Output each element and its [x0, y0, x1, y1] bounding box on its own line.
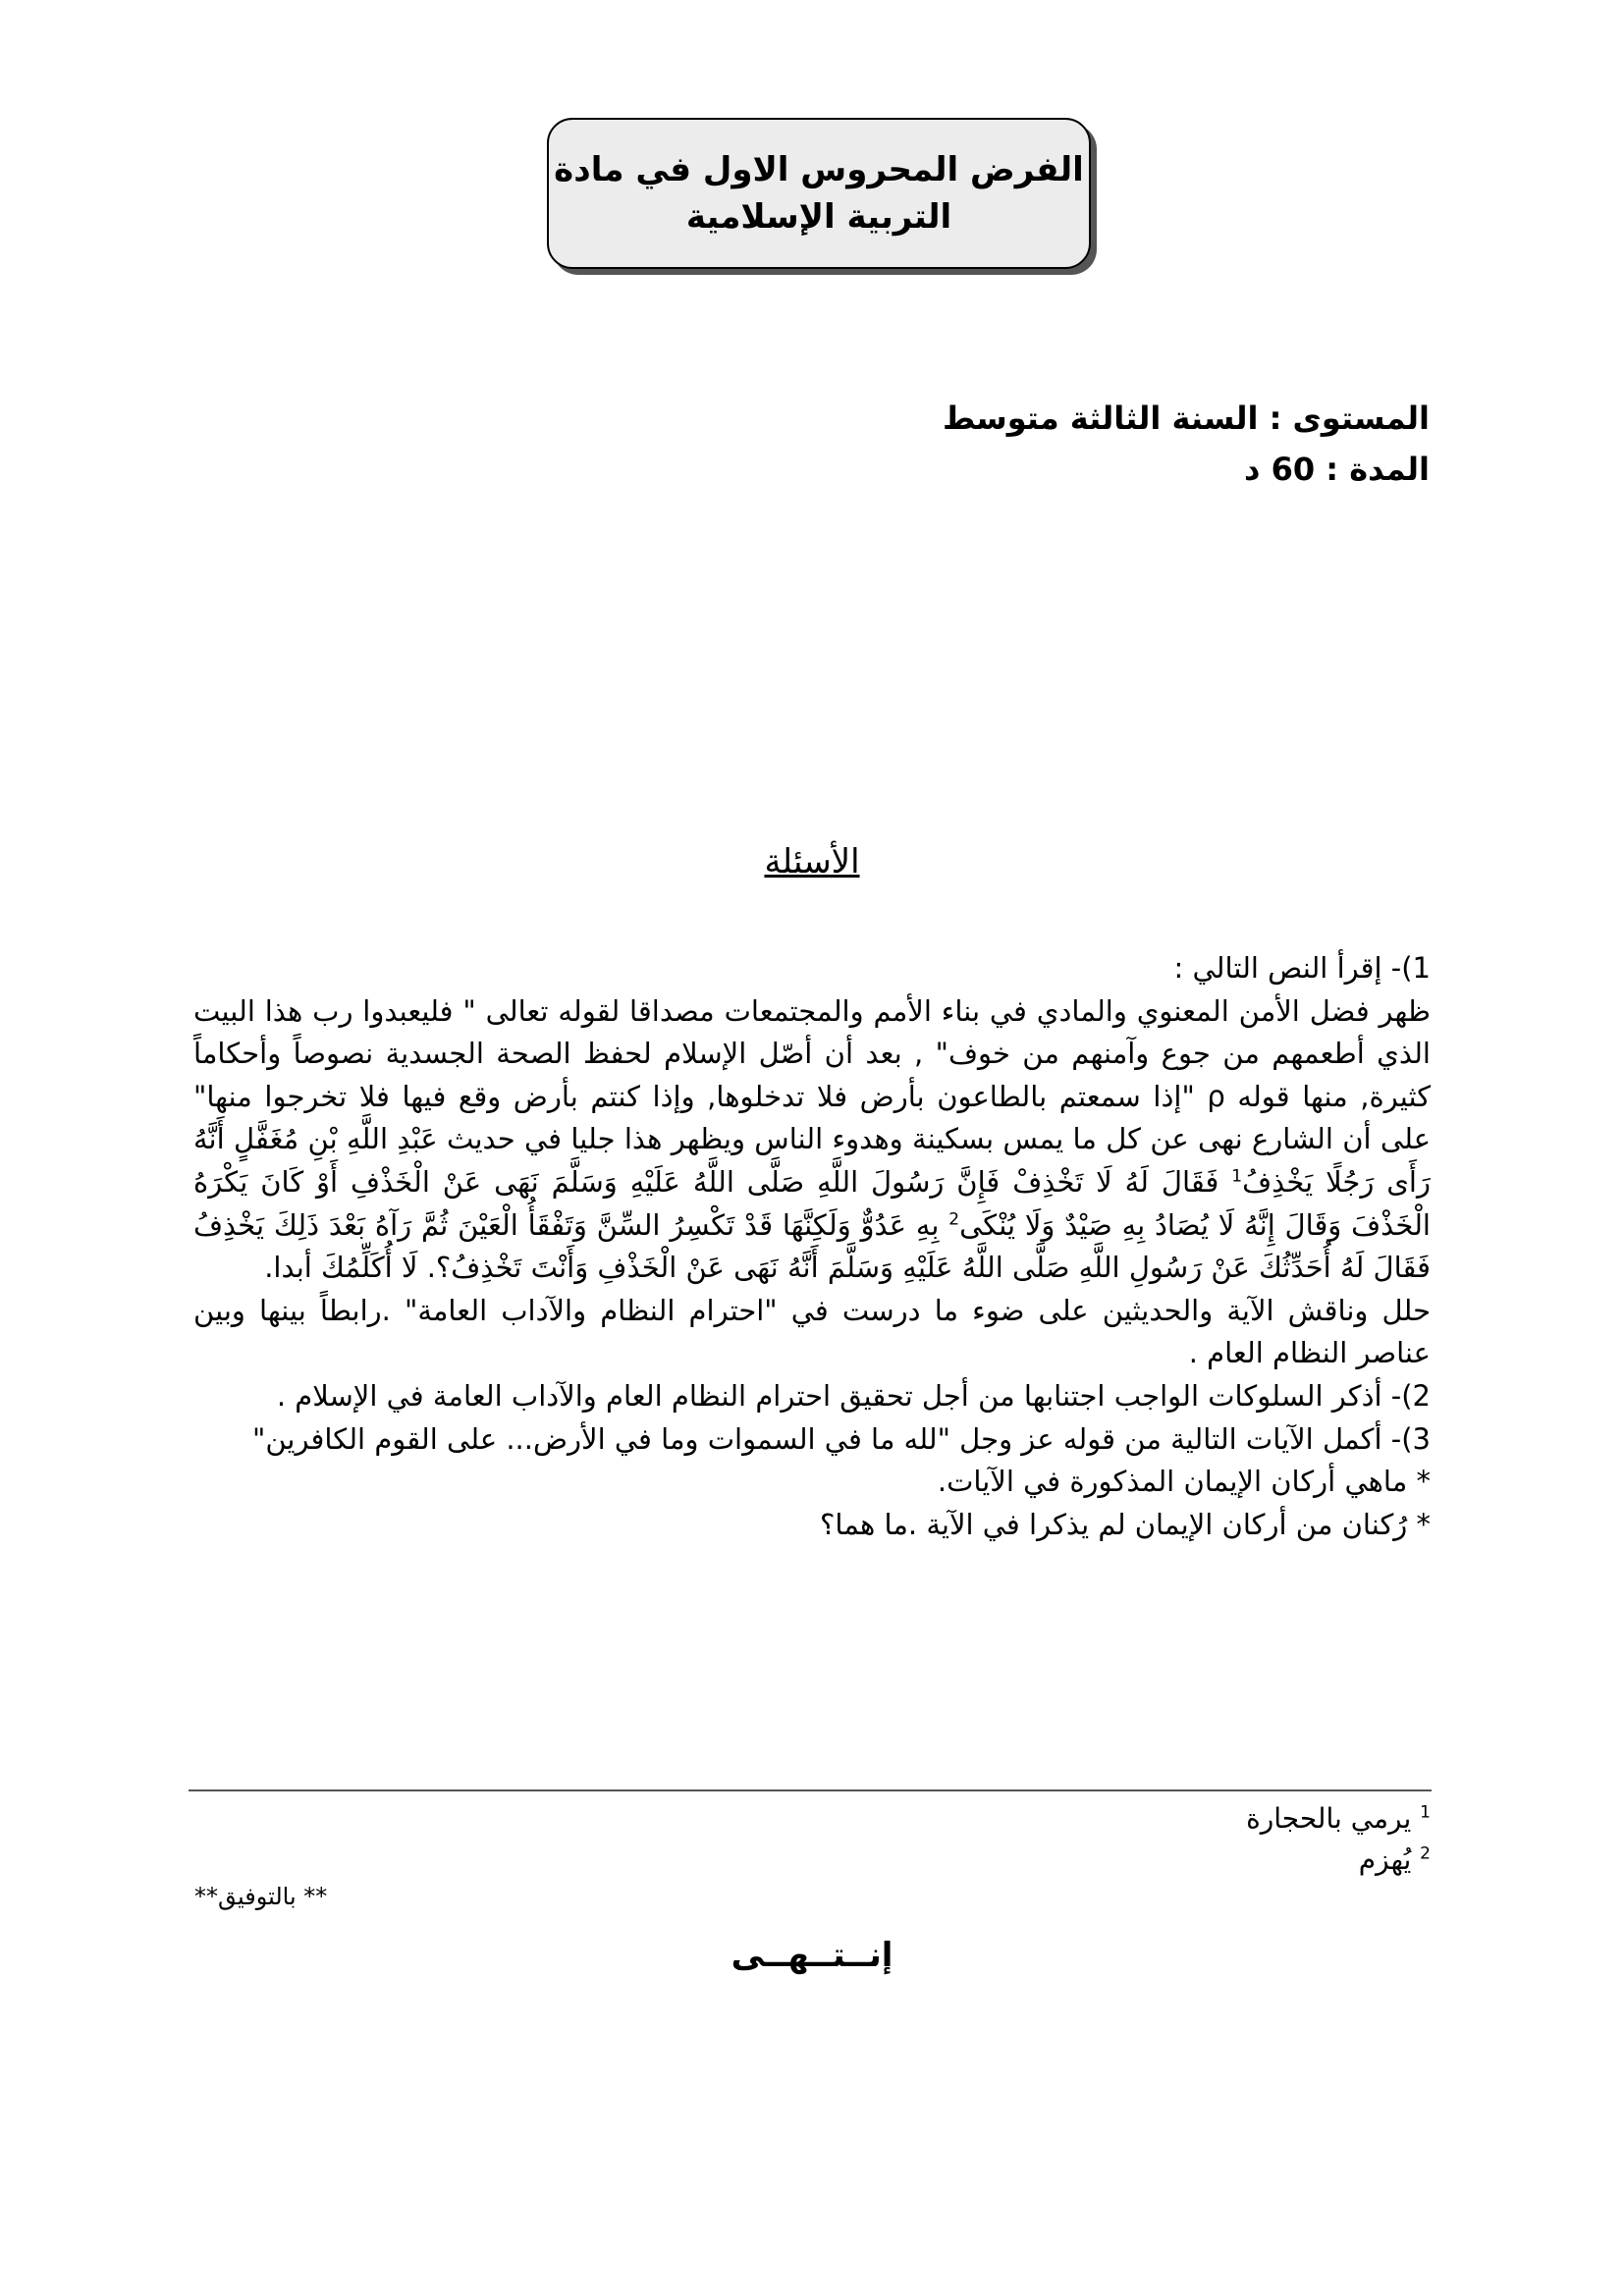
good-luck-note: ** بالتوفيق**: [194, 1883, 328, 1910]
footnote-2-text: يُهزم: [1358, 1843, 1421, 1876]
level-value: السنة الثالثة متوسط: [942, 400, 1259, 437]
footnote-divider: [189, 1789, 1432, 1791]
level-label: المستوى :: [1269, 400, 1430, 437]
q2: 2)- أذكر السلوكات الواجب اجتنابها من أجل تحقيق احترام النظام العام والآداب العامة في الإسلام .: [276, 1378, 1431, 1413]
footnote-2-number: 2: [1420, 1843, 1431, 1864]
q3: 3)- أكمل الآيات التالية من قوله عز وجل "لله ما في السموات وما في الأرض... على القوم الكافرين": [252, 1421, 1431, 1456]
duration-value: 60 د: [1244, 451, 1316, 488]
questions-heading: الأسئلة: [764, 842, 860, 881]
exam-title-line2: التربية الإسلامية: [685, 197, 952, 237]
q1-text-part3: بِهِ عَدُوٌّ وَلَكِنَّهَا قَدْ تَكْسِرُ السِّنَّ وَتَفْقَأُ الْعَيْنَ ثُمَّ رَآهُ بَعْدَ ذَلِكَ يَخْذِفُ فَقَالَ لَهُ أُحَدِّثُكَ عَنْ رَسُولِ اللَّهِ صَلَّى اللَّهُ عَلَيْهِ وَسَلَّمَ أَنَّهُ نَهَى عَنْ الْخَذْفِ وَأَنْتَ تَخْذِفُ؟. لَا أُكَلِّمُكَ أبدا.: [193, 1207, 1431, 1285]
exam-title-box: [547, 118, 1091, 269]
footnote-1: [1246, 1798, 1431, 1840]
q1-task: حلل وناقش الآية والحديثين على ضوء ما درست في "احترام النظام والآداب العامة" .رابطاً بينها وبين عناصر النظام العام .: [193, 1293, 1431, 1370]
q1-intro: 1)- إقرأ النص التالي :: [1173, 951, 1431, 985]
footnote-ref-2: 2: [948, 1208, 960, 1229]
q1-text: [193, 990, 1431, 1290]
duration-label: المدة :: [1326, 451, 1430, 488]
questions-body: [193, 947, 1431, 1546]
q3-sub1: * ماهي أركان الإيمان المذكورة في الآيات.: [937, 1465, 1431, 1499]
duration-row: [943, 444, 1430, 495]
level-row: [943, 393, 1430, 444]
q1-text-part2: فَقَالَ لَهُ لَا تَخْذِفْ فَإِنَّ رَسُولَ اللَّهِ صَلَّى اللَّهُ عَلَيْهِ وَسَلَّمَ نَهَى عَنْ الْخَذْفِ أَوْ كَانَ يَكْرَهُ الْخَذْفَ وَقَالَ إِنَّهُ لَا يُصَادُ بِهِ صَيْدٌ وَلَا يُنْكَى: [193, 1164, 1431, 1242]
footnote-1-number: 1: [1420, 1802, 1431, 1823]
exam-meta: [943, 393, 1430, 495]
q1-text-part1: ظهر فضل الأمن المعنوي والمادي في بناء الأمم والمجتمعات مصداقا لقوله تعالى " فليعبدوا رب هذا البيت الذي أطعمهم من جوع وآمنهم من خوف" , بعد أن أصّل الإسلام لحفظ الصحة الجسدية نصوصاً وأحكاماً كثيرة, منها قوله ρ "إذا سمعتم بالطاعون بأرض فلا تدخلوها, وإذا كنتم بأرض وقع فيها فلا تخرجوا منها" على أن الشارع نهى عن كل ما يمس بسكينة وهدوء الناس ويظهر هذا جليا في حديث عَبْدِ اللَّهِ بْنِ مُغَفَّلٍ أَنَّهُ رَأَى رَجُلًا يَخْذِفُ: [193, 993, 1432, 1199]
footnote-ref-1: 1: [1231, 1166, 1243, 1187]
exam-title-line1: الفرض المحروس الاول في مادة: [554, 150, 1084, 189]
footnote-1-text: يرمي بالحجارة: [1246, 1802, 1421, 1835]
footnotes: [1246, 1798, 1431, 1881]
footnote-2: [1246, 1840, 1431, 1881]
end-mark: إنــتــهــى: [731, 1936, 893, 1975]
q3-sub2: * رُكنان من أركان الإيمان لم يذكرا في الآية .ما هما؟: [820, 1507, 1431, 1541]
